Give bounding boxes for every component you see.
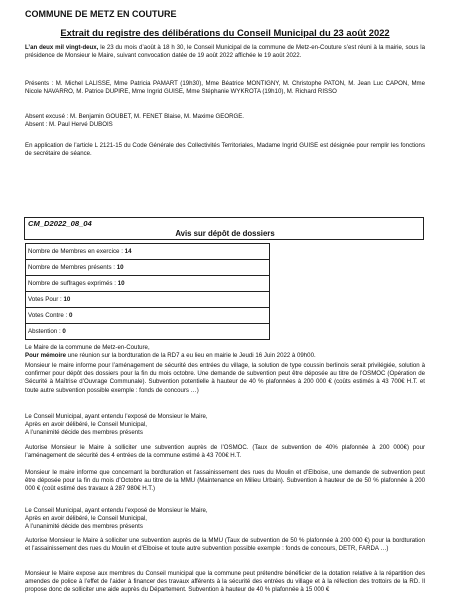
consent-line: A l’unanimité décide des membres présents xyxy=(25,523,143,531)
deliberation-subject: Avis sur dépôt de dossiers xyxy=(175,229,275,238)
intro-lead: L’an deux mil vingt-deux, xyxy=(25,44,99,51)
table-row xyxy=(26,324,270,340)
consent-line: Après en avoir délibéré, le Conseil Municipal, xyxy=(25,515,147,523)
votes-label: Nombre de Membres présents : xyxy=(28,264,117,271)
document-title: Extrait du registre des délibérations du Conseil Municipal du 23 août 2022 xyxy=(60,27,390,38)
absents-paragraph xyxy=(25,113,425,129)
votes-table xyxy=(25,243,270,340)
votes-cell xyxy=(26,276,270,292)
votes-label: Nombre de suffrages exprimés : xyxy=(28,280,118,287)
consent-line: Le Conseil Municipal, ayant entendu l’exposé de Monsieur le Maire, xyxy=(25,507,208,514)
table-row xyxy=(26,292,270,308)
memoire-paragraph xyxy=(25,344,425,360)
table-row xyxy=(26,260,270,276)
deliberation-header-box xyxy=(24,217,424,240)
amendes-paragraph: Monsieur le Maire expose aux membres du Conseil municipal que la commune peut prétendre bénéficier de la dotation relative à la répartition des amendes de police à l’effet de l’aider à financer des travaux afférents à la sécurité des entrées du village et à la réfection des trottoirs de la RD. Il propose donc de solliciter une aide auprès du Département. Subvention à hauteur de 40 % plafonnée à 15 000 € xyxy=(25,570,425,594)
votes-cell xyxy=(26,260,270,276)
absents-excuses: Absent excusé : M. Benjamin GOUBET, M. FENET Blaise, M. Maxime GEORGE. xyxy=(25,113,244,120)
memoire-text: une réunion sur la bordturation de la RD7 a eu lieu en mairie le Jeudi 16 Juin 2022 à 09h00. xyxy=(65,352,316,360)
osmoc-paragraph: Monsieur le maire informe pour l’aménagement de sécurité des entrées du village, la solution de type coussin berlinois serait privilégiée, solution à confirmer pour dépôt des dossiers pour la fin du mois octobre. Une demande de subvention peut être déposée au titre de l’OSMOC (Opération de Sécurité à Maîtrise d’Ouvrage Communale). Subvention potentielle à hauteur de 40 % plafonnées à 200 000 € (coûts estimés à 43 700€ H.T. et toute autre subvention possible exemple : fonds de concours …) xyxy=(25,362,425,394)
votes-cell xyxy=(26,324,270,340)
absents-absent: Absent : M. Paul Hervé DUBOIS xyxy=(25,121,113,129)
intro-paragraph xyxy=(25,44,425,60)
deliberation-code: CM_D2022_08_04 xyxy=(28,219,92,228)
votes-cell xyxy=(26,292,270,308)
consent-block-2 xyxy=(25,507,425,532)
votes-value: 10 xyxy=(63,296,71,303)
consent-block-1 xyxy=(25,413,425,438)
votes-value: 14 xyxy=(124,248,132,255)
votes-value: 10 xyxy=(116,264,124,271)
votes-value: 0 xyxy=(68,312,73,319)
votes-label: Nombre de Membres en exercice : xyxy=(28,248,125,255)
mmu-paragraph: Monsieur le maire informe que concernant la bordturation et l’assainissement des rues du Moulin et d’Elboise, une demande de subvention peut être déposée pour la fin du mois d’Octobre au titre de la MMU (Maintenance en Milieu Urbain). Subvention à hauteur de de 50 % plafonnée à 200 000 € (coût estimé des travaux à 287 980€ H.T.) xyxy=(25,469,425,493)
votes-label: Votes Contre : xyxy=(28,312,69,319)
consent-line: Après en avoir délibéré, le Conseil Municipal, xyxy=(25,421,147,429)
secretaire-paragraph: En application de l’article L 2121-15 du Code Générale des Collectivités Territoriales, Madame Ingrid GUISE est désignée pour remplir les fonctions de secrétaire de séance. xyxy=(25,142,425,158)
votes-label: Votes Pour : xyxy=(28,296,64,303)
intro-rest: le 23 du mois d’août à 18 h 30, le Conseil Municipal de la commune de Metz-en-Couture s’est réuni à la mairie, sous la présidence de Monsieur le Maire, suivant convocation datée de 19 août 2022 affichée le 19 août 2022. xyxy=(25,44,425,60)
votes-cell xyxy=(26,244,270,260)
votes-label: Abstention : xyxy=(28,328,63,335)
presents-paragraph: Présents : M. Michel LALISSE, Mme Patricia PAMART (19h30), Mme Béatrice MONTIGNY, M. Christophe PATON, M. Jean Luc CAPON, Mme Nicole NAVARRO, M. Patrice DUPIRE, Mme Ingrid GUISE, Mme Stéphanie WYKROTA (19h10), M. Richard RISSO xyxy=(25,80,425,96)
autorise-paragraph-2: Autorise Monsieur le Maire à solliciter une subvention auprès de la MMU (Taux de subvention de 50 % plafonnée à 200 000 €) pour la bordturation et l’assainissement des rues du Moulin et d’Elboise et toute autre subvention possible exemple : fonds de concours, DETR, FARDA …) xyxy=(25,537,425,553)
commune-name: COMMUNE DE METZ EN COUTURE xyxy=(25,9,177,19)
table-row xyxy=(26,276,270,292)
consent-line: A l’unanimité décide des membres présents xyxy=(25,429,143,437)
votes-cell xyxy=(26,308,270,324)
autorise-paragraph-1: Autorise Monsieur le Maire à solliciter une subvention auprès de l’OSMOC. (Taux de subvention de 40% plafonnée à 200 000€) pour l’aménagement de sécurité des 4 entrées de la commune estimé à 43 700€ H.T. xyxy=(25,444,425,460)
consent-line: Le Conseil Municipal, ayant entendu l’exposé de Monsieur le Maire, xyxy=(25,413,208,420)
memoire-label: Pour mémoire xyxy=(25,352,66,360)
table-row xyxy=(26,308,270,324)
maire-line: Le Maire de la commune de Metz-en-Couture, xyxy=(25,344,150,351)
votes-value: 10 xyxy=(117,280,125,287)
table-row xyxy=(26,244,270,260)
votes-value: 0 xyxy=(62,328,66,335)
